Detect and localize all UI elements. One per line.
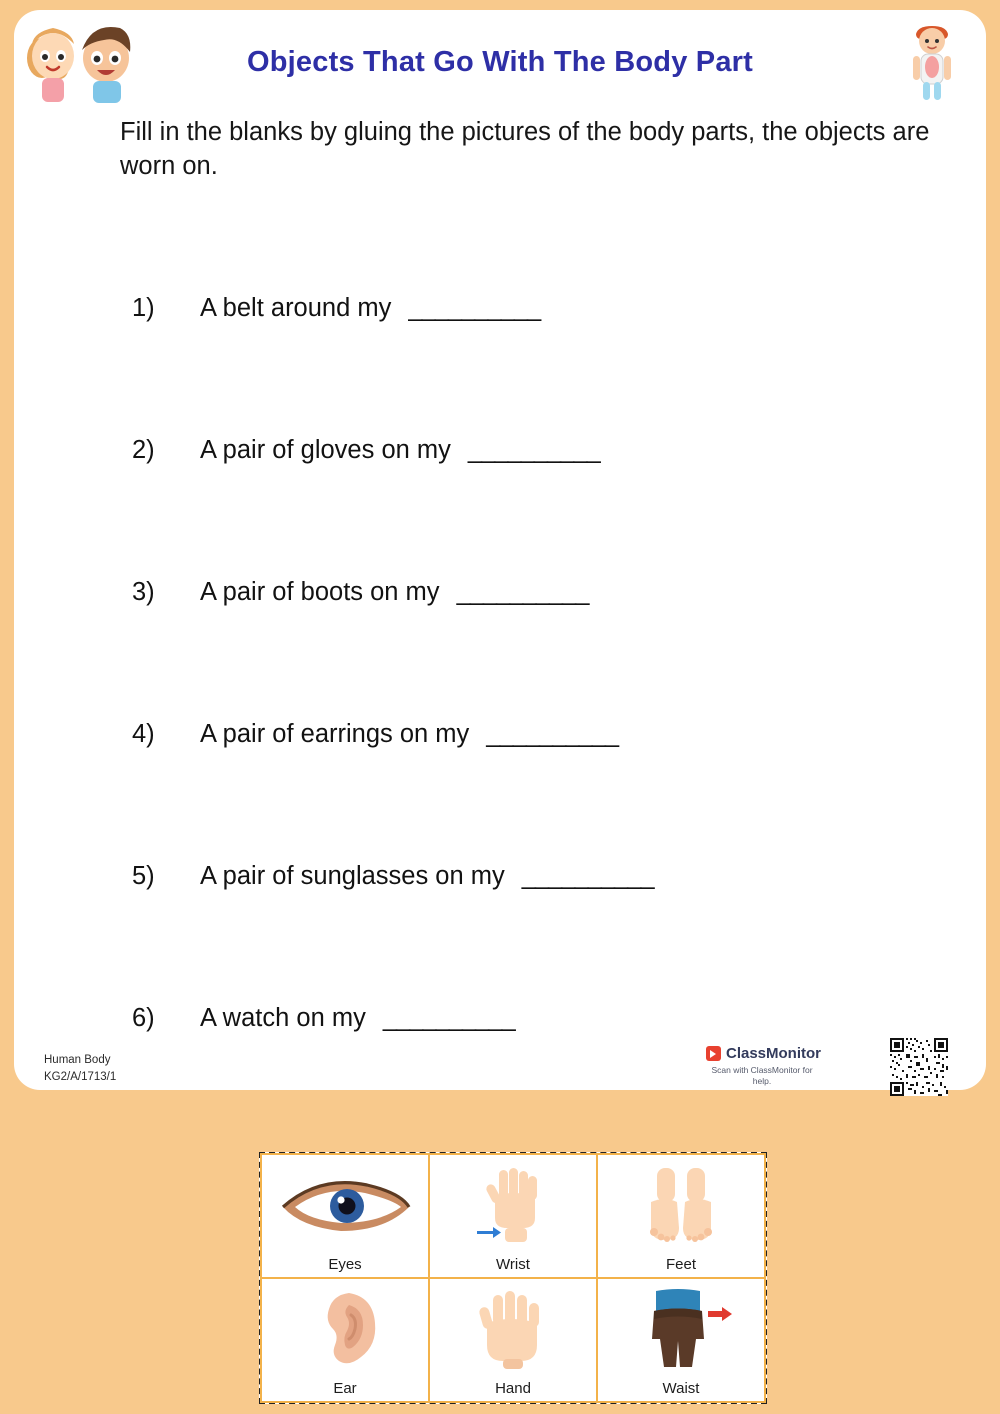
cutout-tile-feet[interactable]: [596, 1153, 766, 1279]
page-title: Objects That Go With The Body Part: [246, 46, 754, 78]
question-row: [132, 436, 952, 578]
answer-blank[interactable]: __________: [521, 862, 654, 890]
question-row: [132, 720, 952, 862]
cutout-tile-hand[interactable]: [428, 1277, 598, 1403]
question-number: 1): [132, 294, 155, 322]
brand-name: ClassMonitor: [726, 1045, 822, 1062]
question-number: 4): [132, 720, 155, 748]
answer-blank[interactable]: __________: [382, 1004, 515, 1032]
classmonitor-logo-icon: [706, 1046, 721, 1061]
cutout-tile-waist[interactable]: [596, 1277, 766, 1403]
question-row: [132, 294, 952, 436]
brand-subtext: Scan with ClassMonitor for help.: [711, 1065, 813, 1087]
questions-list: [132, 294, 952, 1146]
subject-label: Human Body: [44, 1054, 111, 1066]
worksheet-reference: [44, 1052, 116, 1085]
cutout-label: Eyes: [328, 1255, 362, 1273]
instructions-text: Fill in the blanks by gluing the pictures of the body parts, the objects are worn on.: [120, 118, 930, 180]
question-number: 2): [132, 436, 155, 464]
worksheet-card: [14, 10, 986, 1090]
waist-icon: [598, 1279, 764, 1381]
question-row: [132, 862, 952, 1004]
answer-blank[interactable]: __________: [456, 578, 589, 606]
eye-icon: [262, 1155, 428, 1257]
cutout-tile-wrist[interactable]: [428, 1153, 598, 1279]
answer-blank[interactable]: __________: [467, 436, 600, 464]
answer-blank[interactable]: __________: [408, 294, 541, 322]
cutout-label: Hand: [495, 1379, 531, 1397]
hand-icon: [430, 1279, 596, 1381]
question-row: [132, 578, 952, 720]
question-text: A pair of sunglasses on my: [200, 862, 505, 890]
wrist-icon: [430, 1155, 596, 1257]
cutout-tile-ear[interactable]: [260, 1277, 430, 1403]
cutout-label: Wrist: [496, 1255, 530, 1273]
feet-icon: [598, 1155, 764, 1257]
cutout-label: Waist: [662, 1379, 700, 1397]
cutout-label: Feet: [665, 1255, 696, 1273]
worksheet-code: KG2/A/1713/1: [44, 1070, 117, 1083]
question-number: 6): [132, 1004, 155, 1032]
ear-icon: [262, 1279, 428, 1381]
question-text: A pair of gloves on my: [200, 436, 451, 464]
qr-code[interactable]: [890, 1038, 948, 1096]
answer-blank[interactable]: __________: [486, 720, 619, 748]
body-diagram-illustration: [904, 24, 960, 102]
brand-block: [706, 1045, 856, 1087]
question-number: 5): [132, 862, 155, 890]
question-text: A watch on my: [200, 1004, 366, 1032]
question-text: A belt around my: [200, 294, 392, 322]
cutout-grid: [259, 1152, 767, 1404]
worksheet-header: [14, 10, 986, 102]
question-number: 3): [132, 578, 155, 606]
question-text: A pair of earrings on my: [200, 720, 470, 748]
cutout-label: Ear: [333, 1379, 357, 1397]
question-text: A pair of boots on my: [200, 578, 440, 606]
cutout-tile-eyes[interactable]: [260, 1153, 430, 1279]
